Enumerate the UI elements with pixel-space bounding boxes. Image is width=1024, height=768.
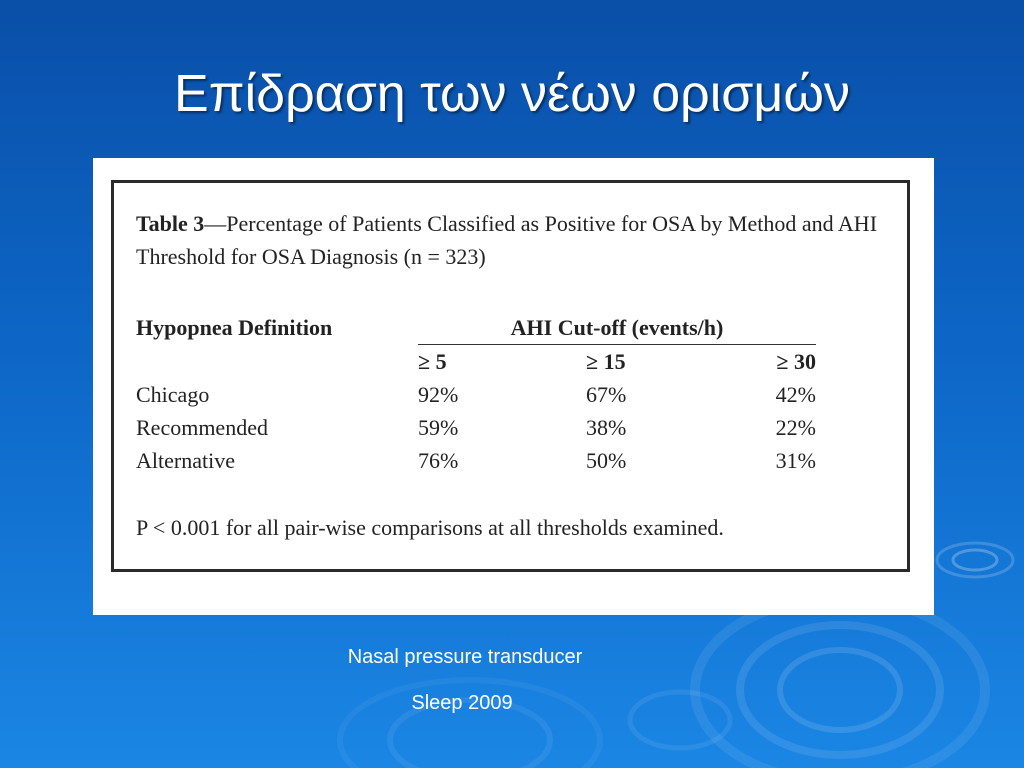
- table-cell: 42%: [775, 381, 816, 407]
- table-row: [136, 411, 816, 444]
- table-caption-label: Table 3: [136, 211, 205, 236]
- row-label-chicago: Chicago: [136, 381, 210, 407]
- row-label-alternative: Alternative: [136, 447, 235, 473]
- table-footnote: P < 0.001 for all pair-wise comparisons at all thresholds examined.: [136, 515, 724, 540]
- header-hypopnea-definition: Hypopnea Definition: [136, 314, 333, 340]
- table-cell: 31%: [775, 447, 816, 473]
- threshold-15: ≥ 15: [586, 348, 626, 374]
- table-cell: 38%: [586, 414, 627, 440]
- table-cell: 59%: [418, 414, 459, 440]
- table-frame: [111, 180, 910, 572]
- table-cell: 50%: [586, 447, 627, 473]
- table-cell: 92%: [418, 381, 459, 407]
- threshold-spacer: [136, 345, 418, 379]
- table-header-row: [136, 311, 816, 345]
- results-table: [136, 311, 816, 477]
- threshold-30: ≥ 30: [776, 348, 816, 374]
- threshold-5: ≥ 5: [418, 348, 447, 374]
- threshold-row: [136, 345, 816, 379]
- table-cell: 76%: [418, 447, 459, 473]
- source-line-citation: Sleep 2009: [411, 692, 513, 714]
- slide-title: Επίδραση των νέων ορισμών: [174, 65, 850, 123]
- table-image-panel: [93, 158, 934, 615]
- header-ahi-cutoff: AHI Cut-off (events/h): [418, 311, 816, 345]
- table-row: [136, 444, 816, 477]
- table-caption-text: —Percentage of Patients Classified as Positive for OSA by Method and AHI Threshold for OSA Diagnosis (n = 323): [136, 211, 878, 269]
- source-line-transducer: Nasal pressure transducer: [347, 646, 583, 668]
- table-row: [136, 378, 816, 411]
- table-cell: 67%: [586, 381, 627, 407]
- table-caption: [136, 207, 896, 273]
- row-label-recommended: Recommended: [136, 414, 268, 440]
- table-cell: 22%: [775, 414, 816, 440]
